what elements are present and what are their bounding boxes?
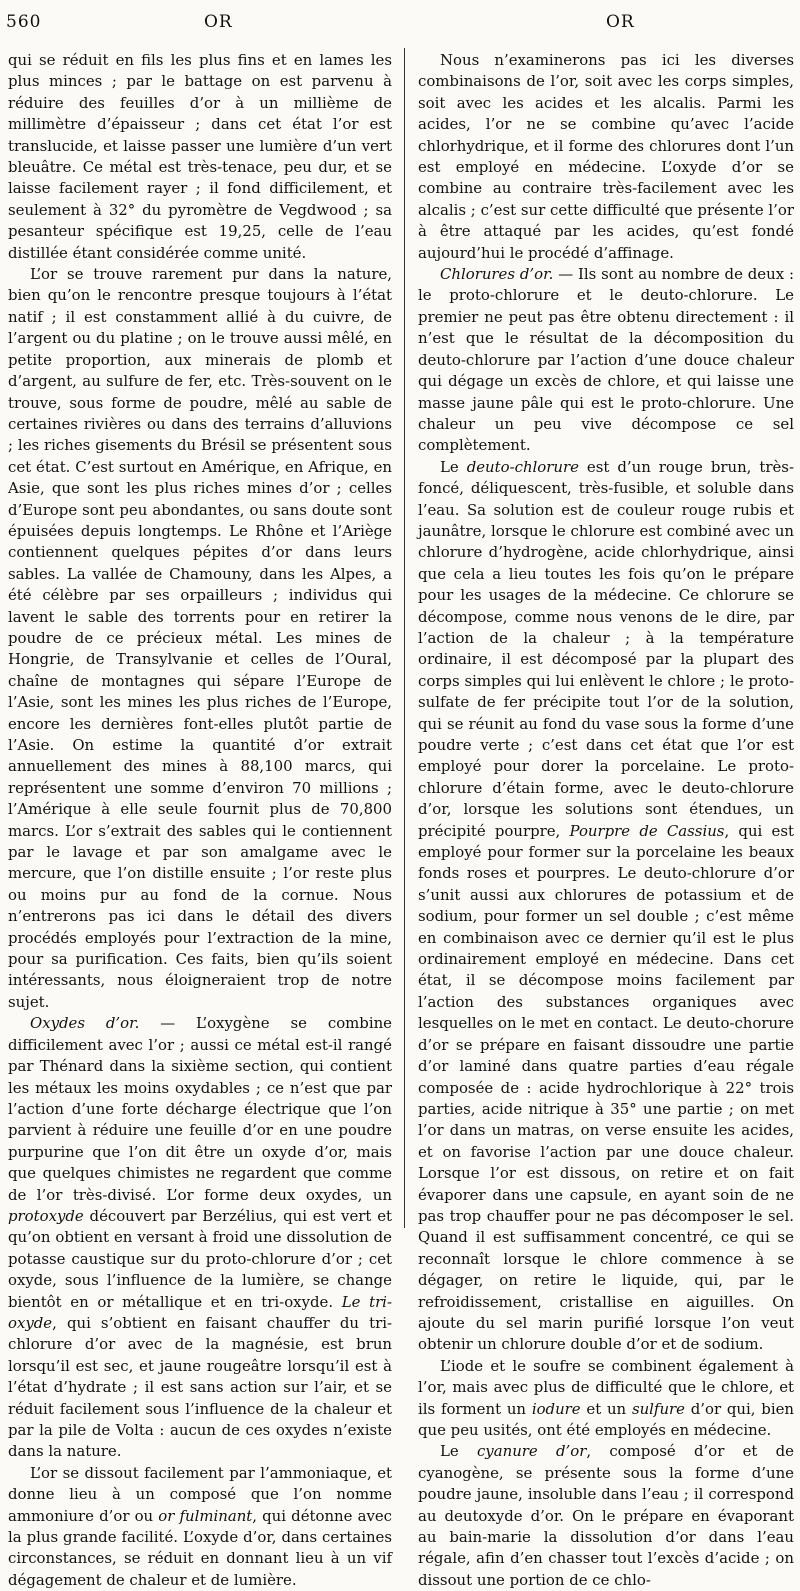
page-number: 560 xyxy=(6,12,42,32)
text-run: , qui s’obtient en faisant chauffer du tri-chlorure d’or avec de la magnésie, est brun lorsqu’il est sec, et jaune rougeâtre lorsqu’il est à l’état d’hydrate ; il est sans action sur l’air, et se réduit facilement sous l’influence de la chaleur et par la pile de Volta : aucun de ces oxydes n’existe dans la nature. xyxy=(8,1313,392,1461)
term-protoxyde: protoxyde xyxy=(8,1206,84,1225)
paragraph xyxy=(418,1441,794,1591)
paragraph: Nous n’examinerons pas ici les diverses combinaisons de l’or, soit avec les corps simples, soit avec les acides et les alcalis. Parmi les acides, l’or ne se combine qu’avec l’acide chlorhydrique, et il forme des chlorures dont l’un est employé en médecine. L’oxyde d’or se combine au contraire très-facilement avec les alcalis ; c’est sur cette difficulté que présente l’or à être attaqué par les acides, qu’est fondé aujourd’hui le procédé d’affinage. xyxy=(418,51,794,262)
paragraph xyxy=(418,1356,794,1442)
text-run: — Ils sont au nombre de deux : le proto-chlorure et le deuto-chlorure. Le premier ne peut pas être obtenu directement : il n’est que le résultat de la décomposition du deuto-chlorure par l’action d’une douce chaleur qui dégage un excès de chlore, et qui laisse une masse jaune pâle qui est le proto-chlorure. Une chaleur un peu vive décompose ce sel complètement. xyxy=(418,265,795,455)
term-iodure: iodure xyxy=(531,1399,581,1418)
column-divider xyxy=(404,48,405,1228)
text-run: est d’un rouge brun, très-foncé, déliquescent, très-fusible, et soluble dans l’eau. Sa solution est de couleur rouge rubis et jaunâtre, lorsque le chlorure est combiné avec un chlorure d’hydrogène, acide chlorhydrique, ainsi que cela a lieu toutes les fois qu’on le prépare pour les usages de la médecine. Ce chlorure se décompose, comme nous venons de le dire, par l’action de la chaleur ; à la température ordinaire, il est décomposé par la plupart des corps simples qui lui enlèvent le chlore ; le proto-sulfate de fer précipite tout l’or de la solution, qui se réunit au fond du vase sous la forme d’une poudre verte ; c’est dans cet état que l’or est employé pour dorer la porcelaine. Le proto-chlorure d’étain forme, avec le deuto-chlorure d’or, lorsque les solutions sont étendues, un précipité pourpre, xyxy=(418,457,794,840)
paragraph: L’or se trouve rarement pur dans la nature, bien qu’on le rencontre presque toujours à l’état natif ; il est constamment allié à du cuivre, de l’argent ou du platine ; on le trouve aussi mêlé, en petite proportion, aux minerais de plomb et d’argent, au sulfure de fer, etc. Très-souvent on le trouve, sous forme de poudre, mêlé au sable de certaines rivières ou dans des terrains d’alluvions ; les riches gisements du Brésil se présentent sous cet état. C’est surtout en Amérique, en Afrique, en Asie, que sont les plus riches mines d’or ; celles d’Europe sont peu abondantes, ou sans doute sont épuisées depuis longtemps. Le Rhône et l’Ariège contiennent quelques pépites d’or dans leurs sables. La vallée de Chamouny, dans les Alpes, a été célèbre par ses orpailleurs ; individus qui lavent le sable des torrents pour en retirer la poudre de ce précieux métal. Les mines de Hongrie, de Transylvanie et celles de l’Oural, chaîne de montagnes qui sépare l’Europe de l’Asie, sont les mines les plus riches de l’Europe, encore les dernières font-elles plutôt partie de l’Asie. On estime la quantité d’or extrait annuellement des mines à 88,100 marcs, qui représentent une somme d’environ 70 millions ; l’Amérique à elle seule fournit plus de 70,800 marcs. L’or s’extrait des sables qui le contiennent par le lavage et par son amalgame avec le mercure, que l’on distille ensuite ; l’or reste plus ou moins pur au fond de la cornue. Nous n’entrerons pas ici dans le détail des divers procédés employés pour l’extraction de la mine, pour sa purification. Ces faits, bien qu’ils soient intéressants, nous éloigneraient trop de notre sujet. xyxy=(8,265,392,1011)
term-sulfure: sulfure xyxy=(631,1399,685,1418)
text-run: Le xyxy=(440,1442,477,1461)
paragraph xyxy=(8,1013,392,1463)
text-run: d’or qui, bien que peu usités, ont été employés en médecine. xyxy=(418,1399,794,1439)
term-pourpre-de-cassius: Pourpre de Cassius xyxy=(569,821,725,840)
left-column xyxy=(8,50,393,1589)
section-heading-chlorures: Chlorures d’or. xyxy=(440,265,554,284)
text-run: L’iode et le soufre se combinent également à l’or, mais avec plus de difficulté que le chlore, et ils forment un xyxy=(418,1356,794,1418)
paragraph xyxy=(418,264,794,457)
right-column xyxy=(418,50,795,1589)
text-run: , qui détonne avec la plus grande facilité. L’oxyde d’or, dans certaines circonstances, se réduit en donnant lieu à un vif dégagement de chaleur et de lumière. xyxy=(8,1506,393,1589)
right-running-head: OR xyxy=(606,12,635,32)
running-header xyxy=(6,12,794,42)
paragraph: qui se réduit en fils les plus fins et en lames les plus minces ; par le battage on est parvenu à réduire des feuilles d’or à un millième de millimètre d’épaisseur ; dans cet état l’or est translucide, et laisse passer une lumière d’un vert bleuâtre. Ce métal est très-tenace, peu dur, et se laisse facilement rayer ; il fond difficilement, et seulement à 32° du pyromètre de Vegdwood ; sa pesanteur spécifique est 19,25, celle de l’eau distillée étant considérée comme unité. xyxy=(8,51,392,262)
text-run: , composé d’or et de cyanogène, se présente sous la forme d’une poudre jaune, insoluble dans l’eau ; il correspond au deutoxyde d’or. On le prépare en évaporant au bain-marie la dissolution d’or dans l’eau régale, afin d’en chasser tout l’excès d’acide ; on dissout une portion de ce chlo- xyxy=(418,1442,794,1589)
paragraph xyxy=(418,457,794,1356)
left-running-head: OR xyxy=(204,12,233,32)
section-heading-oxydes: Oxydes d’or. xyxy=(30,1014,140,1033)
text-run: , qui est employé pour former sur la porcelaine les beaux fonds roses et pourpres. Le deuto-chlorure d’or s’unit aussi aux chlorures de potassium et de sodium, pour former un sel double ; c’est même en combinaison avec ce dernier qu’il est le plus ordinairement employé en médecine. Dans cet état, il se décompose moins facilement par l’action des substances organiques avec lesquelles on le met en contact. Le deuto-chorure d’or se prépare en faisant dissoudre une partie d’or laminé dans quatre parties d’eau régale composée de : acide hydrochlorique à 22° trois parties, acide nitrique à 35° une partie ; on met l’or dans un matras, on verse ensuite les acides, et on favorise l’action par une douce chaleur. Lorsque l’or est dissous, on retire et on fait évaporer dans une capsule, en ayant soin de ne pas trop chauffer pour ne pas décomposer le sel. Quand il est suffisamment concentré, ce qui se reconnaît lorsque le chlore commence à se dégager, on retire le liquide, qui, par le refroidissement, cristallise en aiguilles. On ajoute du sel marin purifié lorsque l’on veut obtenir un chlorure double d’or et de sodium. xyxy=(418,821,794,1354)
text-run: découvert par Berzélius, qui est vert et qu’on obtient en versant à froid une dissolution de potasse caustique sur du proto-chlorure d’or ; cet oxyde, sous l’influence de la lumière, se change bientôt en or métallique et en tri-oxyde. xyxy=(8,1206,392,1311)
text-run: L’or se dissout facilement par l’ammoniaque, et donne lieu à un composé que l’on nomme ammoniure d’or ou xyxy=(8,1463,392,1525)
term-trioxyde: Le tri-oxyde xyxy=(8,1292,392,1332)
paragraph xyxy=(8,1463,392,1591)
term-or-fulminant: or fulminant xyxy=(158,1506,253,1525)
text-run: Le xyxy=(440,457,467,476)
term-cyanure-d-or: cyanure d’or xyxy=(476,1442,587,1461)
term-deuto-chlorure: deuto-chlorure xyxy=(466,457,579,476)
text-run: et un xyxy=(580,1399,632,1418)
text-run: — L’oxygène se combine difficilement avec l’or ; aussi ce métal est-il rangé par Thénard dans la sixième section, qui contient les métaux les moins oxydables ; ce n’est que par l’action d’une forte décharge électrique que l’on parvient à réduire une feuille d’or en une poudre purpurine que l’on dit être un oxyde d’or, mais que quelques chimistes ne regardent que comme de l’or très-divisé. L’or forme deux oxydes, un xyxy=(8,1014,392,1204)
